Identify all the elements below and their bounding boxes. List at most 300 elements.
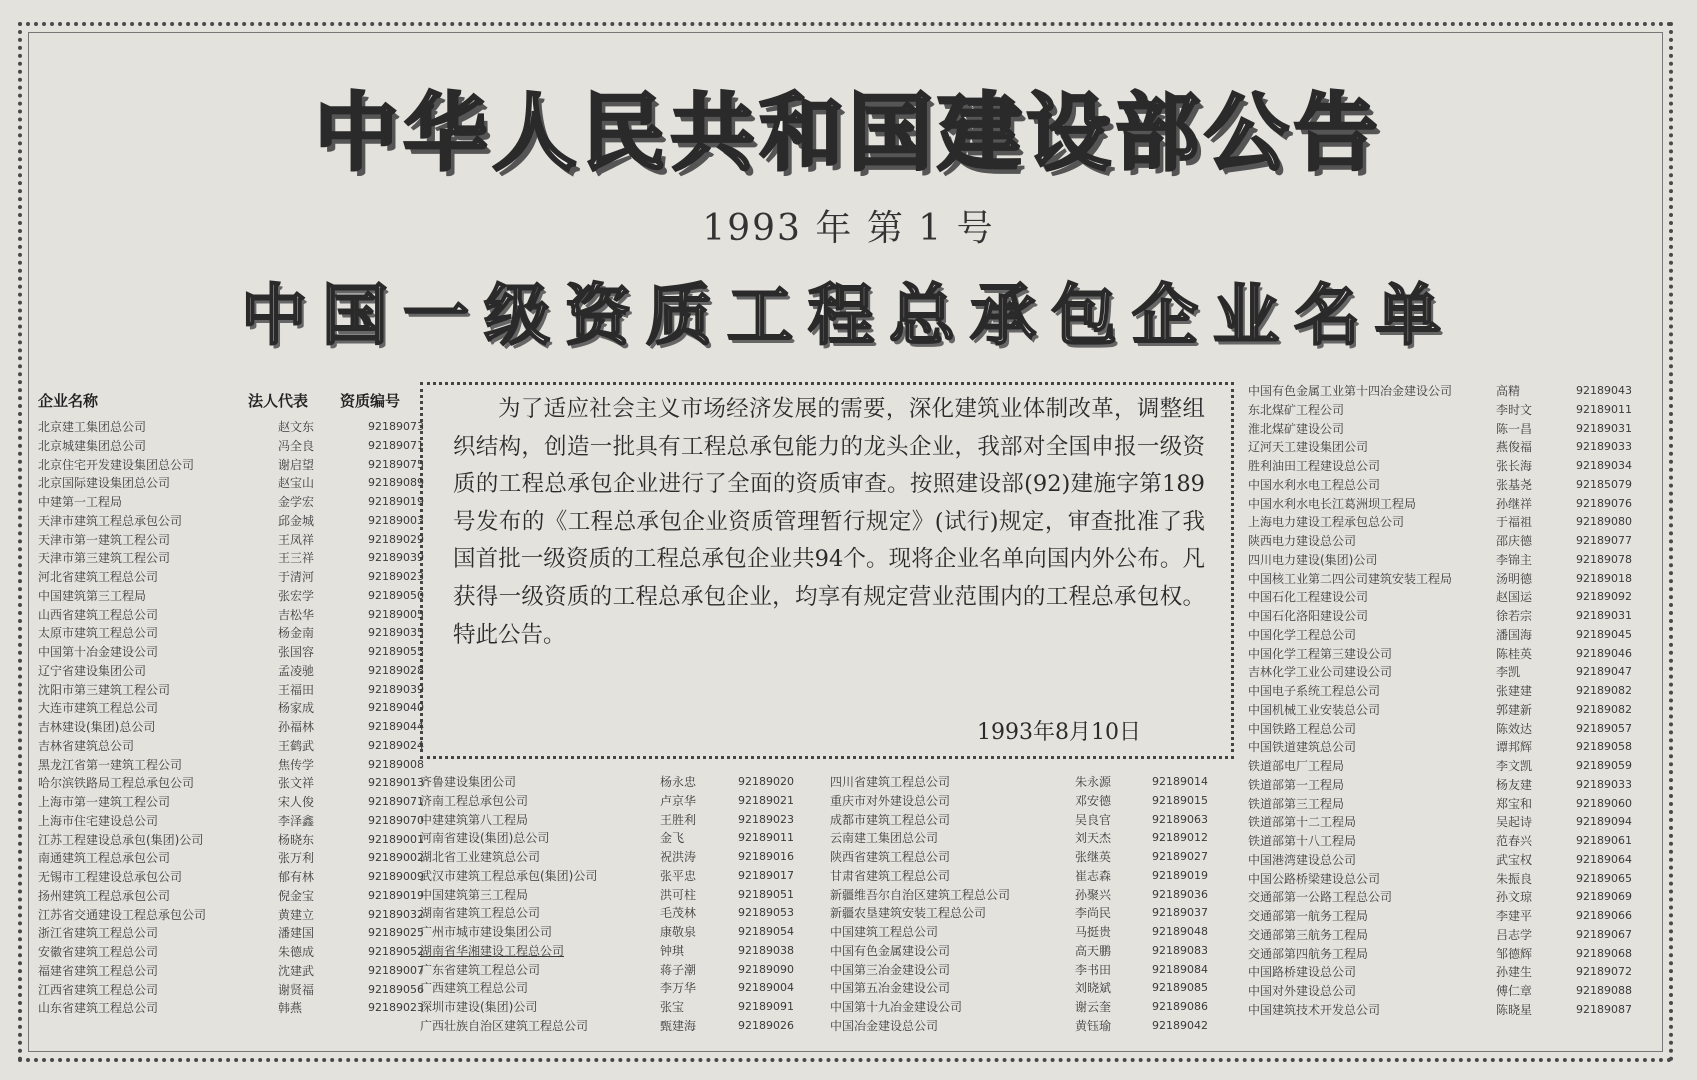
- company-name: 湖北省工业建筑总公司: [420, 850, 541, 864]
- company-name: 吉林省建筑总公司: [38, 738, 135, 753]
- certificate-number: 92189019: [368, 495, 424, 508]
- list-item: [830, 942, 1230, 961]
- list-item: [830, 998, 1230, 1017]
- company-name: 北京建工集团总公司: [38, 420, 147, 434]
- legal-representative: 吴起诗: [1496, 815, 1533, 830]
- legal-representative: 张万利: [278, 851, 315, 866]
- certificate-number: 92189011: [738, 831, 794, 845]
- certificate-number: 92189078: [1576, 552, 1632, 566]
- company-name: 哈尔滨铁路局工程总承包公司: [38, 776, 195, 791]
- certificate-number: 92189070: [368, 813, 424, 827]
- company-name: 深圳市建设(集团)公司: [420, 1000, 538, 1014]
- list-item: [38, 868, 424, 887]
- list-item: [38, 418, 424, 437]
- legal-representative: 赵国运: [1496, 590, 1533, 605]
- certificate-number: 92189066: [1576, 909, 1632, 922]
- certificate-number: 92189023: [368, 1001, 424, 1015]
- legal-representative: 毛茂林: [660, 906, 697, 921]
- list-item: [38, 662, 424, 681]
- company-name: 中建建筑第八工程局: [420, 812, 529, 827]
- certificate-number: 92189067: [1576, 927, 1632, 941]
- certificate-number: 92189071: [368, 795, 424, 808]
- legal-representative: 高精: [1496, 384, 1521, 398]
- company-name: 中国对外建设总公司: [1248, 984, 1357, 998]
- company-name: 胜利油田工程建设总公司: [1248, 459, 1381, 473]
- company-name: 铁道部第三工程局: [1248, 796, 1345, 811]
- certificate-number: 92189064: [1576, 852, 1632, 866]
- legal-representative: 黄钰瑜: [1075, 1018, 1112, 1033]
- legal-representative: 吉松华: [278, 607, 315, 622]
- legal-representative: 刘天杰: [1075, 831, 1112, 846]
- certificate-number: 92189052: [368, 945, 424, 958]
- certificate-number: 92189003: [368, 513, 424, 527]
- legal-representative: 朱永源: [1075, 775, 1112, 789]
- list-item: [38, 831, 424, 850]
- legal-representative: 邵庆德: [1496, 534, 1533, 548]
- legal-representative: 郁有林: [278, 870, 315, 884]
- company-name: 成都市建筑工程总公司: [830, 812, 951, 827]
- list-item: [420, 979, 810, 998]
- certificate-number: 92189028: [368, 663, 424, 677]
- company-name: 吉林化学工业公司建设公司: [1248, 665, 1393, 680]
- legal-representative: 蒋子潮: [660, 962, 697, 977]
- legal-representative: 谢贤福: [278, 982, 315, 997]
- list-item: [1248, 738, 1668, 757]
- company-name: 陕西电力建设总公司: [1248, 534, 1357, 548]
- legal-representative: 康敬泉: [660, 925, 697, 939]
- legal-representative: 吴良官: [1075, 812, 1112, 827]
- certificate-number: 92189094: [1576, 815, 1632, 829]
- legal-representative: 张宏学: [278, 588, 315, 603]
- list-item: [830, 811, 1230, 830]
- company-name: 南通建筑工程总承包公司: [38, 851, 171, 866]
- list-item: [1248, 813, 1668, 832]
- list-item: [1248, 945, 1668, 964]
- list-item: [830, 867, 1230, 886]
- certificate-number: 92189050: [368, 588, 424, 602]
- legal-representative: 赵宝山: [278, 476, 315, 491]
- legal-representative: 祝洪涛: [660, 850, 697, 864]
- list-item: [830, 792, 1230, 811]
- legal-representative: 孙文琼: [1496, 890, 1533, 905]
- list-item: [420, 923, 810, 942]
- certificate-number: 92189063: [1152, 812, 1208, 826]
- list-item: [420, 792, 810, 811]
- list-item: [420, 1017, 810, 1036]
- company-name: 中国水利水电工程总公司: [1248, 477, 1381, 492]
- certificate-number: 92189055: [368, 645, 424, 658]
- list-item: [38, 456, 424, 475]
- legal-representative: 张平忠: [660, 868, 697, 883]
- company-name: 安徽省建筑工程总公司: [38, 945, 159, 959]
- list-item: [420, 886, 810, 905]
- list-item: [38, 624, 424, 643]
- certificate-number: 92189007: [368, 963, 424, 977]
- list-item: [38, 549, 424, 568]
- list-item: [38, 531, 424, 550]
- company-list-right: [1248, 382, 1668, 1020]
- company-name: 重庆市对外建设总公司: [830, 793, 951, 808]
- company-name: 扬州建筑工程总承包公司: [38, 888, 171, 903]
- list-item: [38, 962, 424, 981]
- list-item: [1248, 851, 1668, 870]
- legal-representative: 崔志森: [1075, 868, 1112, 883]
- certificate-number: 92185079: [1576, 477, 1632, 491]
- certificate-number: 92189083: [1152, 943, 1208, 957]
- list-item: [38, 793, 424, 812]
- list-item: [1248, 645, 1668, 664]
- list-item: [1248, 757, 1668, 776]
- company-name: 铁道部电厂工程局: [1248, 759, 1345, 773]
- certificate-number: 92189048: [1152, 925, 1208, 938]
- legal-representative: 李书田: [1075, 962, 1112, 977]
- legal-representative: 洪可柱: [660, 887, 697, 902]
- legal-representative: 韩燕: [278, 1001, 303, 1016]
- certificate-number: 92189061: [1576, 834, 1632, 847]
- certificate-number: 92189059: [1576, 759, 1632, 772]
- company-name: 山东省建筑工程总公司: [38, 1001, 159, 1016]
- legal-representative: 金飞: [660, 831, 685, 846]
- list-item: [1248, 626, 1668, 645]
- certificate-number: 92189076: [1576, 496, 1632, 510]
- company-name: 中国第五冶金建设公司: [830, 981, 951, 996]
- legal-representative: 李泽鑫: [278, 813, 315, 828]
- legal-representative: 钟琪: [660, 943, 685, 958]
- legal-representative: 李凯: [1496, 665, 1521, 680]
- list-item: [420, 904, 810, 923]
- company-name: 中国铁路工程总公司: [1248, 721, 1357, 736]
- certificate-number: 92189080: [1576, 515, 1632, 529]
- list-item: [38, 512, 424, 531]
- company-name: 中国公路桥梁建设总公司: [1248, 871, 1381, 886]
- column-header-name: 企业名称: [38, 392, 99, 410]
- certificate-number: 92189082: [1576, 684, 1632, 697]
- list-item: [1248, 926, 1668, 945]
- list-item: [38, 774, 424, 793]
- column-header-cert: 资质编号: [340, 392, 401, 410]
- legal-representative: 于清河: [278, 570, 315, 584]
- legal-representative: 杨晓东: [278, 832, 315, 847]
- list-item: [420, 961, 810, 980]
- list-item: [38, 568, 424, 587]
- list-item: [38, 756, 424, 775]
- company-name: 天津市第一建筑工程公司: [38, 532, 171, 547]
- certificate-number: 92189042: [1152, 1018, 1208, 1032]
- legal-representative: 李万华: [660, 981, 697, 996]
- company-name: 广西壮族自治区建筑工程总公司: [420, 1018, 589, 1033]
- company-name: 湖南省华湘建设工程总公司: [420, 943, 565, 958]
- list-item: [1248, 438, 1668, 457]
- legal-representative: 李锦主: [1496, 552, 1533, 567]
- company-name: 上海市住宅建设总公司: [38, 813, 159, 828]
- legal-representative: 孙福林: [278, 720, 315, 734]
- list-item: [1248, 888, 1668, 907]
- legal-representative: 倪金宝: [278, 888, 315, 903]
- list-item: [1248, 570, 1668, 589]
- legal-representative: 于福祖: [1496, 515, 1533, 530]
- certificate-number: 92189013: [368, 776, 424, 790]
- company-name: 中国水利水电长江葛洲坝工程局: [1248, 496, 1417, 511]
- list-item: [38, 887, 424, 906]
- legal-representative: 李尚民: [1075, 906, 1112, 921]
- company-name: 新疆维吾尔自治区建筑工程总公司: [830, 887, 1011, 902]
- legal-representative: 李文凯: [1496, 759, 1533, 773]
- company-name: 中国铁道建筑总公司: [1248, 740, 1357, 755]
- certificate-number: 92189065: [1576, 871, 1632, 885]
- company-name: 沈阳市第三建筑工程公司: [38, 682, 171, 697]
- legal-representative: 冯全良: [278, 438, 315, 453]
- list-item: [38, 737, 424, 756]
- legal-representative: 朱振良: [1496, 871, 1533, 886]
- certificate-number: 92189088: [1576, 984, 1632, 997]
- certificate-number: 92189051: [738, 887, 794, 901]
- legal-representative: 张继英: [1075, 850, 1112, 864]
- company-name: 天津市第三建筑工程公司: [38, 551, 171, 566]
- certificate-number: 92189039: [368, 682, 424, 696]
- certificate-number: 92189002: [368, 851, 424, 865]
- legal-representative: 杨家成: [278, 701, 315, 716]
- company-name: 四川电力建设(集团)公司: [1248, 552, 1378, 567]
- company-name: 淮北煤矿建设公司: [1248, 421, 1345, 436]
- legal-representative: 张宝: [660, 1000, 685, 1014]
- legal-representative: 张国容: [278, 645, 315, 659]
- company-name: 甘肃省建筑工程总公司: [830, 868, 951, 883]
- company-name: 北京住宅开发建设集团总公司: [38, 457, 195, 472]
- company-name: 辽河天工建设集团公司: [1248, 440, 1369, 455]
- certificate-number: 92189017: [738, 868, 794, 882]
- legal-representative: 高天鹏: [1075, 943, 1112, 958]
- company-name: 广西建筑工程总公司: [420, 981, 529, 996]
- certificate-number: 92189032: [368, 907, 424, 921]
- company-name: 中国建筑第三工程局: [38, 588, 147, 603]
- legal-representative: 邱金城: [278, 513, 315, 528]
- company-list-middle-1: [420, 773, 810, 1036]
- legal-representative: 张基尧: [1496, 477, 1533, 492]
- company-name: 中国核工业第二四公司建筑安装工程局: [1248, 571, 1453, 586]
- certificate-number: 92189072: [1576, 965, 1632, 979]
- certificate-number: 92189016: [738, 850, 794, 863]
- company-name: 济南工程总承包公司: [420, 793, 529, 808]
- company-name: 中国第十九冶金建设公司: [830, 1000, 963, 1014]
- company-name: 北京国际建设集团总公司: [38, 476, 171, 491]
- certificate-number: 92189009: [368, 870, 424, 883]
- legal-representative: 王凤祥: [278, 532, 315, 547]
- legal-representative: 王三祥: [278, 551, 315, 566]
- list-item: [1248, 401, 1668, 420]
- certificate-number: 92189018: [1576, 571, 1632, 585]
- legal-representative: 张建建: [1496, 684, 1533, 698]
- certificate-number: 92189039: [368, 551, 424, 565]
- company-name: 北京城建集团总公司: [38, 438, 147, 453]
- certificate-number: 92189033: [1576, 777, 1632, 791]
- legal-representative: 王胜利: [660, 812, 697, 827]
- company-name: 河北省建筑工程总公司: [38, 570, 159, 584]
- company-list-left: [38, 418, 424, 1018]
- list-item: [1248, 457, 1668, 476]
- list-item: [38, 681, 424, 700]
- certificate-number: 92189011: [1576, 402, 1632, 416]
- company-name: 中国第三冶金建设公司: [830, 962, 951, 977]
- certificate-number: 92189001: [368, 832, 424, 846]
- legal-representative: 谭邦辉: [1496, 740, 1533, 755]
- company-name: 江苏工程建设总承包(集团)公司: [38, 832, 204, 847]
- list-item: [830, 848, 1230, 867]
- list-item: [420, 998, 810, 1017]
- certificate-number: 92189089: [368, 476, 424, 490]
- company-name: 陕西省建筑工程总公司: [830, 850, 951, 864]
- legal-representative: 李时文: [1496, 402, 1533, 417]
- certificate-number: 92189026: [738, 1018, 794, 1032]
- legal-representative: 宋人俊: [278, 795, 315, 809]
- legal-representative: 范春兴: [1496, 834, 1533, 848]
- company-name: 中国港湾建设总公司: [1248, 852, 1357, 867]
- certificate-number: 92189053: [738, 906, 794, 920]
- legal-representative: 谢启望: [278, 457, 315, 472]
- company-name: 交通部第四航务工程局: [1248, 946, 1369, 961]
- legal-representative: 张长海: [1496, 459, 1533, 473]
- certificate-number: 92189077: [1576, 534, 1632, 547]
- legal-representative: 孙建生: [1496, 965, 1533, 980]
- certificate-number: 92189031: [1576, 609, 1632, 622]
- list-item: [1248, 776, 1668, 795]
- company-name: 辽宁省建设集团公司: [38, 663, 147, 678]
- notice-text: 为了适应社会主义市场经济发展的需要，深化建筑业体制改革，调整组织结构，创造一批具有工程总承包能力的龙头企业，我部对全国申报一级资质的工程总承包企业进行了全面的资质审查。按照建设部(92)建施字第189号发布的《工程总承包企业资质管理暂行规定》(试行)规定，审查批准了我国首批一级资质的工程总承包企业共94个。现将企业名单向国内外公布。凡获得一级资质的工程总承包企业，均享有规定营业范围内的工程总承包权。特此公告。: [453, 396, 1205, 648]
- company-name: 铁道部第一工程局: [1248, 777, 1345, 792]
- certificate-number: 92189027: [1152, 850, 1208, 863]
- legal-representative: 燕俊福: [1496, 440, 1533, 455]
- list-item: [830, 904, 1230, 923]
- certificate-number: 92189040: [368, 701, 424, 715]
- list-item: [830, 979, 1230, 998]
- issue-number: 1993 年 第 1 号: [702, 208, 995, 249]
- legal-representative: 杨永忠: [660, 775, 697, 789]
- legal-representative: 金学宏: [278, 495, 315, 509]
- company-name: 中国有色金属建设公司: [830, 943, 951, 958]
- list-item: [1248, 513, 1668, 532]
- legal-representative: 陈一昌: [1496, 421, 1533, 436]
- list-item: [1248, 663, 1668, 682]
- list-item: [38, 437, 424, 456]
- list-item: [1248, 832, 1668, 851]
- list-item: [38, 606, 424, 625]
- company-name: 天津市建筑工程总承包公司: [38, 513, 183, 528]
- legal-representative: 邹德辉: [1496, 946, 1533, 961]
- certificate-number: 92189060: [1576, 796, 1632, 810]
- list-item: [1248, 495, 1668, 514]
- company-name: 无锡市工程建设总承包公司: [38, 870, 183, 884]
- company-name: 江苏省交通建设工程总承包公司: [38, 907, 207, 922]
- list-item: [38, 718, 424, 737]
- certificate-number: 92189025: [368, 926, 424, 940]
- certificate-number: 92189031: [1576, 421, 1632, 435]
- certificate-number: 92189068: [1576, 946, 1632, 960]
- certificate-number: 92189071: [368, 438, 424, 452]
- list-item: [1248, 682, 1668, 701]
- list-item: [38, 812, 424, 831]
- list-item: [1248, 963, 1668, 982]
- list-item: [1248, 532, 1668, 551]
- certificate-number: 92189047: [1576, 665, 1632, 679]
- legal-representative: 焦传学: [278, 757, 315, 772]
- legal-representative: 潘国海: [1496, 627, 1533, 642]
- legal-representative: 赵文东: [278, 420, 315, 434]
- certificate-number: 92189012: [1152, 831, 1208, 845]
- company-name: 太原市建筑工程总公司: [38, 626, 159, 641]
- list-subtitle: 中国一级资质工程总承包企业名单: [241, 277, 1456, 354]
- certificate-number: 92189014: [1152, 775, 1208, 788]
- company-name: 中国路桥建设总公司: [1248, 965, 1357, 980]
- certificate-number: 92189073: [368, 420, 424, 433]
- notice-date: 1993年8月10日: [977, 720, 1141, 745]
- legal-representative: 武宝权: [1496, 852, 1533, 867]
- list-item: [1248, 551, 1668, 570]
- certificate-number: 92189054: [738, 925, 794, 938]
- list-item: [38, 943, 424, 962]
- legal-representative: 李建平: [1496, 909, 1533, 923]
- legal-representative: 陈桂英: [1496, 646, 1533, 661]
- company-name: 浙江省建筑工程总公司: [38, 926, 159, 941]
- company-name: 中国化学工程总公司: [1248, 627, 1357, 642]
- list-item: [1248, 907, 1668, 926]
- certificate-number: 92189033: [1576, 440, 1632, 454]
- certificate-number: 92189090: [738, 962, 794, 976]
- certificate-number: 92189023: [738, 812, 794, 826]
- legal-representative: 汤明德: [1496, 571, 1533, 586]
- legal-representative: 傅仁章: [1496, 984, 1533, 998]
- company-name: 河南省建设(集团)总公司: [420, 831, 550, 846]
- list-item: [830, 1017, 1230, 1036]
- list-item: [38, 981, 424, 1000]
- company-name: 广东省建筑工程总公司: [420, 962, 541, 977]
- company-name: 中国建筑技术开发总公司: [1248, 1002, 1381, 1017]
- certificate-number: 92189045: [1576, 627, 1632, 641]
- company-name: 新疆农垦建筑安装工程总公司: [830, 906, 987, 921]
- company-name: 东北煤矿工程公司: [1248, 402, 1345, 417]
- legal-representative: 孟凌驰: [278, 663, 315, 678]
- list-item: [420, 942, 810, 961]
- certificate-number: 92189082: [1576, 702, 1632, 716]
- list-item: [830, 773, 1230, 792]
- list-item: [38, 493, 424, 512]
- legal-representative: 黄建立: [278, 907, 315, 922]
- certificate-number: 92189091: [738, 1000, 794, 1013]
- legal-representative: 潘建国: [278, 926, 315, 941]
- certificate-number: 92189024: [368, 738, 424, 752]
- certificate-number: 92189036: [1152, 887, 1208, 901]
- legal-representative: 刘晓斌: [1075, 981, 1112, 996]
- certificate-number: 92189034: [1576, 459, 1632, 472]
- certificate-number: 92189037: [1152, 906, 1208, 920]
- list-item: [420, 811, 810, 830]
- list-item: [830, 961, 1230, 980]
- certificate-number: 92189085: [1152, 981, 1208, 995]
- certificate-number: 92189058: [1576, 740, 1632, 754]
- certificate-number: 92189069: [1576, 890, 1632, 904]
- list-item: [420, 848, 810, 867]
- list-item: [1248, 701, 1668, 720]
- legal-representative: 邓安德: [1075, 793, 1112, 808]
- list-item: [38, 999, 424, 1018]
- company-name: 福建省建筑工程总公司: [38, 963, 159, 978]
- legal-representative: 孙聚兴: [1075, 887, 1112, 902]
- legal-representative: 陈晓星: [1496, 1002, 1533, 1017]
- legal-representative: 张文祥: [278, 776, 315, 791]
- company-name: 中国冶金建设总公司: [830, 1018, 939, 1033]
- certificate-number: 92189035: [368, 626, 424, 640]
- company-name: 中国石化工程建设公司: [1248, 590, 1369, 605]
- certificate-number: 92189004: [738, 981, 794, 995]
- certificate-number: 92189087: [1576, 1002, 1632, 1016]
